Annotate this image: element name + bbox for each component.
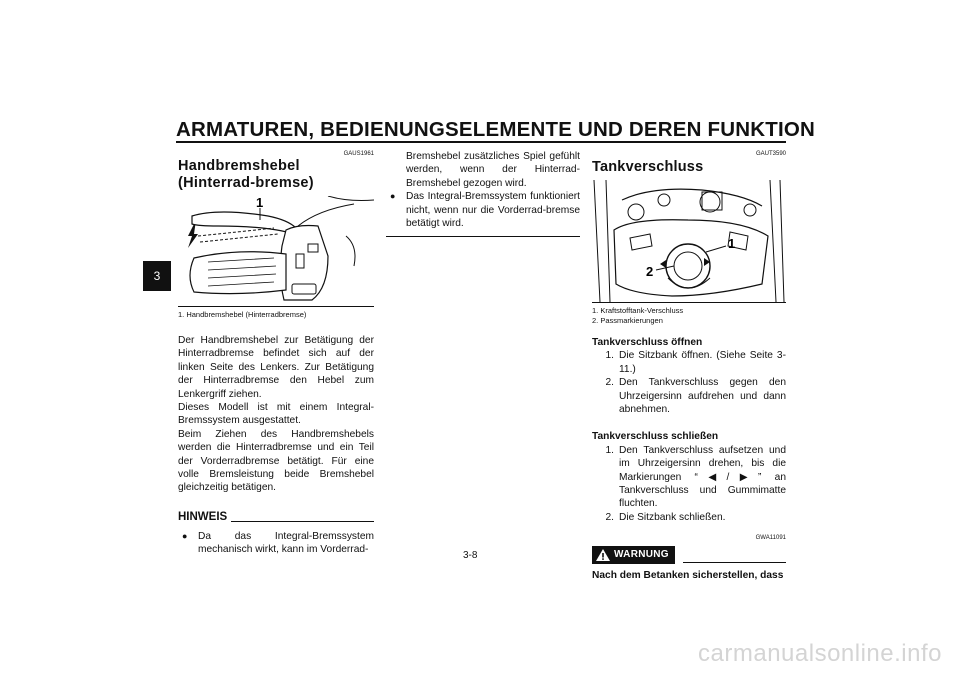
warning-text: Nach dem Betanken sicherstellen, dass — [592, 569, 784, 581]
note-end-rule — [386, 236, 580, 237]
open-steps — [592, 349, 786, 416]
paragraph: Der Handbremshebel zur Betätigung der Hinterradbremse befindet sich auf der linken Seite des Lenkers. Zur Betätigung der Hinterradbremse den Hebel zum Lenkergriff ziehen. — [178, 335, 374, 400]
watermark: carmanualsonline.info — [698, 640, 942, 667]
middle-column — [386, 150, 580, 237]
illustration-label-1: 1 — [728, 236, 736, 251]
illustration-label-2: 2 — [646, 264, 654, 279]
note-bullet-continuation — [386, 150, 580, 190]
warning-badge — [592, 546, 675, 563]
section-title-brake-lever: Handbremshebel (Hinterrad-bremse) — [178, 158, 314, 191]
open-heading: Tankverschluss öffnen — [592, 337, 703, 348]
figure-caption: 1. Kraftstofftank-Verschluss — [592, 306, 684, 315]
page-title: ARMATUREN, BEDIENUNGSELEMENTE UND DEREN FUNKTION — [176, 118, 816, 141]
list-item — [592, 376, 786, 416]
warning-heading — [592, 546, 786, 563]
header-rule — [176, 141, 786, 143]
paragraph: Dieses Modell ist mit einem Integral-Bremssystem ausgestattet. — [178, 402, 374, 427]
step-number: 1. — [605, 444, 614, 456]
step-text: Die Sitzbank schließen. — [619, 511, 726, 523]
illustration-label-1: 1 — [256, 196, 264, 210]
left-column — [178, 150, 374, 557]
warning-rule — [683, 562, 786, 563]
bullet-icon: ● — [390, 191, 396, 202]
note-bullet — [178, 530, 374, 557]
list-item — [592, 444, 786, 511]
warning-code: GWA11091 — [755, 535, 786, 542]
note-bullet — [386, 190, 580, 230]
paragraph: Beim Ziehen des Handbremshebels werden die Hinterradbremse und ein Teil der Vorderradbremse betätigt. Für eine volle Bremsleistung beide Bremshebel gleichzeitig betätigen. — [178, 428, 374, 494]
close-steps — [592, 444, 786, 524]
step-text: Die Sitzbank öffnen. (Siehe Seite 3-11.) — [619, 350, 786, 375]
right-column — [592, 150, 786, 582]
brake-lever-illustration — [178, 196, 374, 307]
section-code: GAUS1961 — [343, 151, 374, 157]
step-text: Den Tankverschluss gegen den Uhrzeigersinn aufdrehen und dann abnehmen. — [619, 377, 786, 416]
warning-triangle-icon — [596, 549, 610, 561]
list-item — [592, 511, 786, 524]
note-text: Das Integral-Bremssystem funktioniert nicht, wenn nur die Vorderrad-bremse betätigt wird. — [406, 191, 580, 230]
figure-caption: 1. Handbremshebel (Hinterradbremse) — [178, 310, 307, 319]
step-number: 2. — [605, 377, 614, 389]
bullet-icon: ● — [182, 530, 188, 541]
figure-caption: 2. Passmarkierungen — [592, 316, 663, 325]
step-text: Den Tankverschluss aufsetzen und im Uhrzeigersinn drehen, bis die Markierungen “◀/▶” an Tankverschluss und Gummimatte fluchten. — [619, 444, 786, 510]
step-number: 1. — [605, 350, 614, 362]
page-number: 3-8 — [463, 550, 478, 561]
bullet-spacer — [386, 150, 406, 190]
list-item — [592, 349, 786, 376]
note-label: HINWEIS — [178, 510, 228, 523]
note-rule — [231, 521, 374, 522]
note-text: Bremshebel zusätzliches Spiel gefühlt werden, wenn der Hinterrad-Bremshebel gezogen wird. — [406, 151, 580, 189]
section-code: GAUT3590 — [755, 151, 786, 157]
chapter-tab: 3 — [143, 261, 171, 291]
note-text: Da das Integral-Bremssystem mechanisch wirkt, kann im Vorderrad- — [198, 530, 374, 556]
brake-lever-description — [178, 334, 374, 495]
close-heading: Tankverschluss schließen — [592, 431, 719, 443]
warning-label: WARNUNG — [614, 549, 669, 561]
step-number: 2. — [605, 511, 614, 523]
fuel-cap-illustration — [592, 180, 786, 303]
note-heading — [178, 511, 374, 524]
section-title-fuel-cap: Tankverschluss — [592, 159, 704, 175]
